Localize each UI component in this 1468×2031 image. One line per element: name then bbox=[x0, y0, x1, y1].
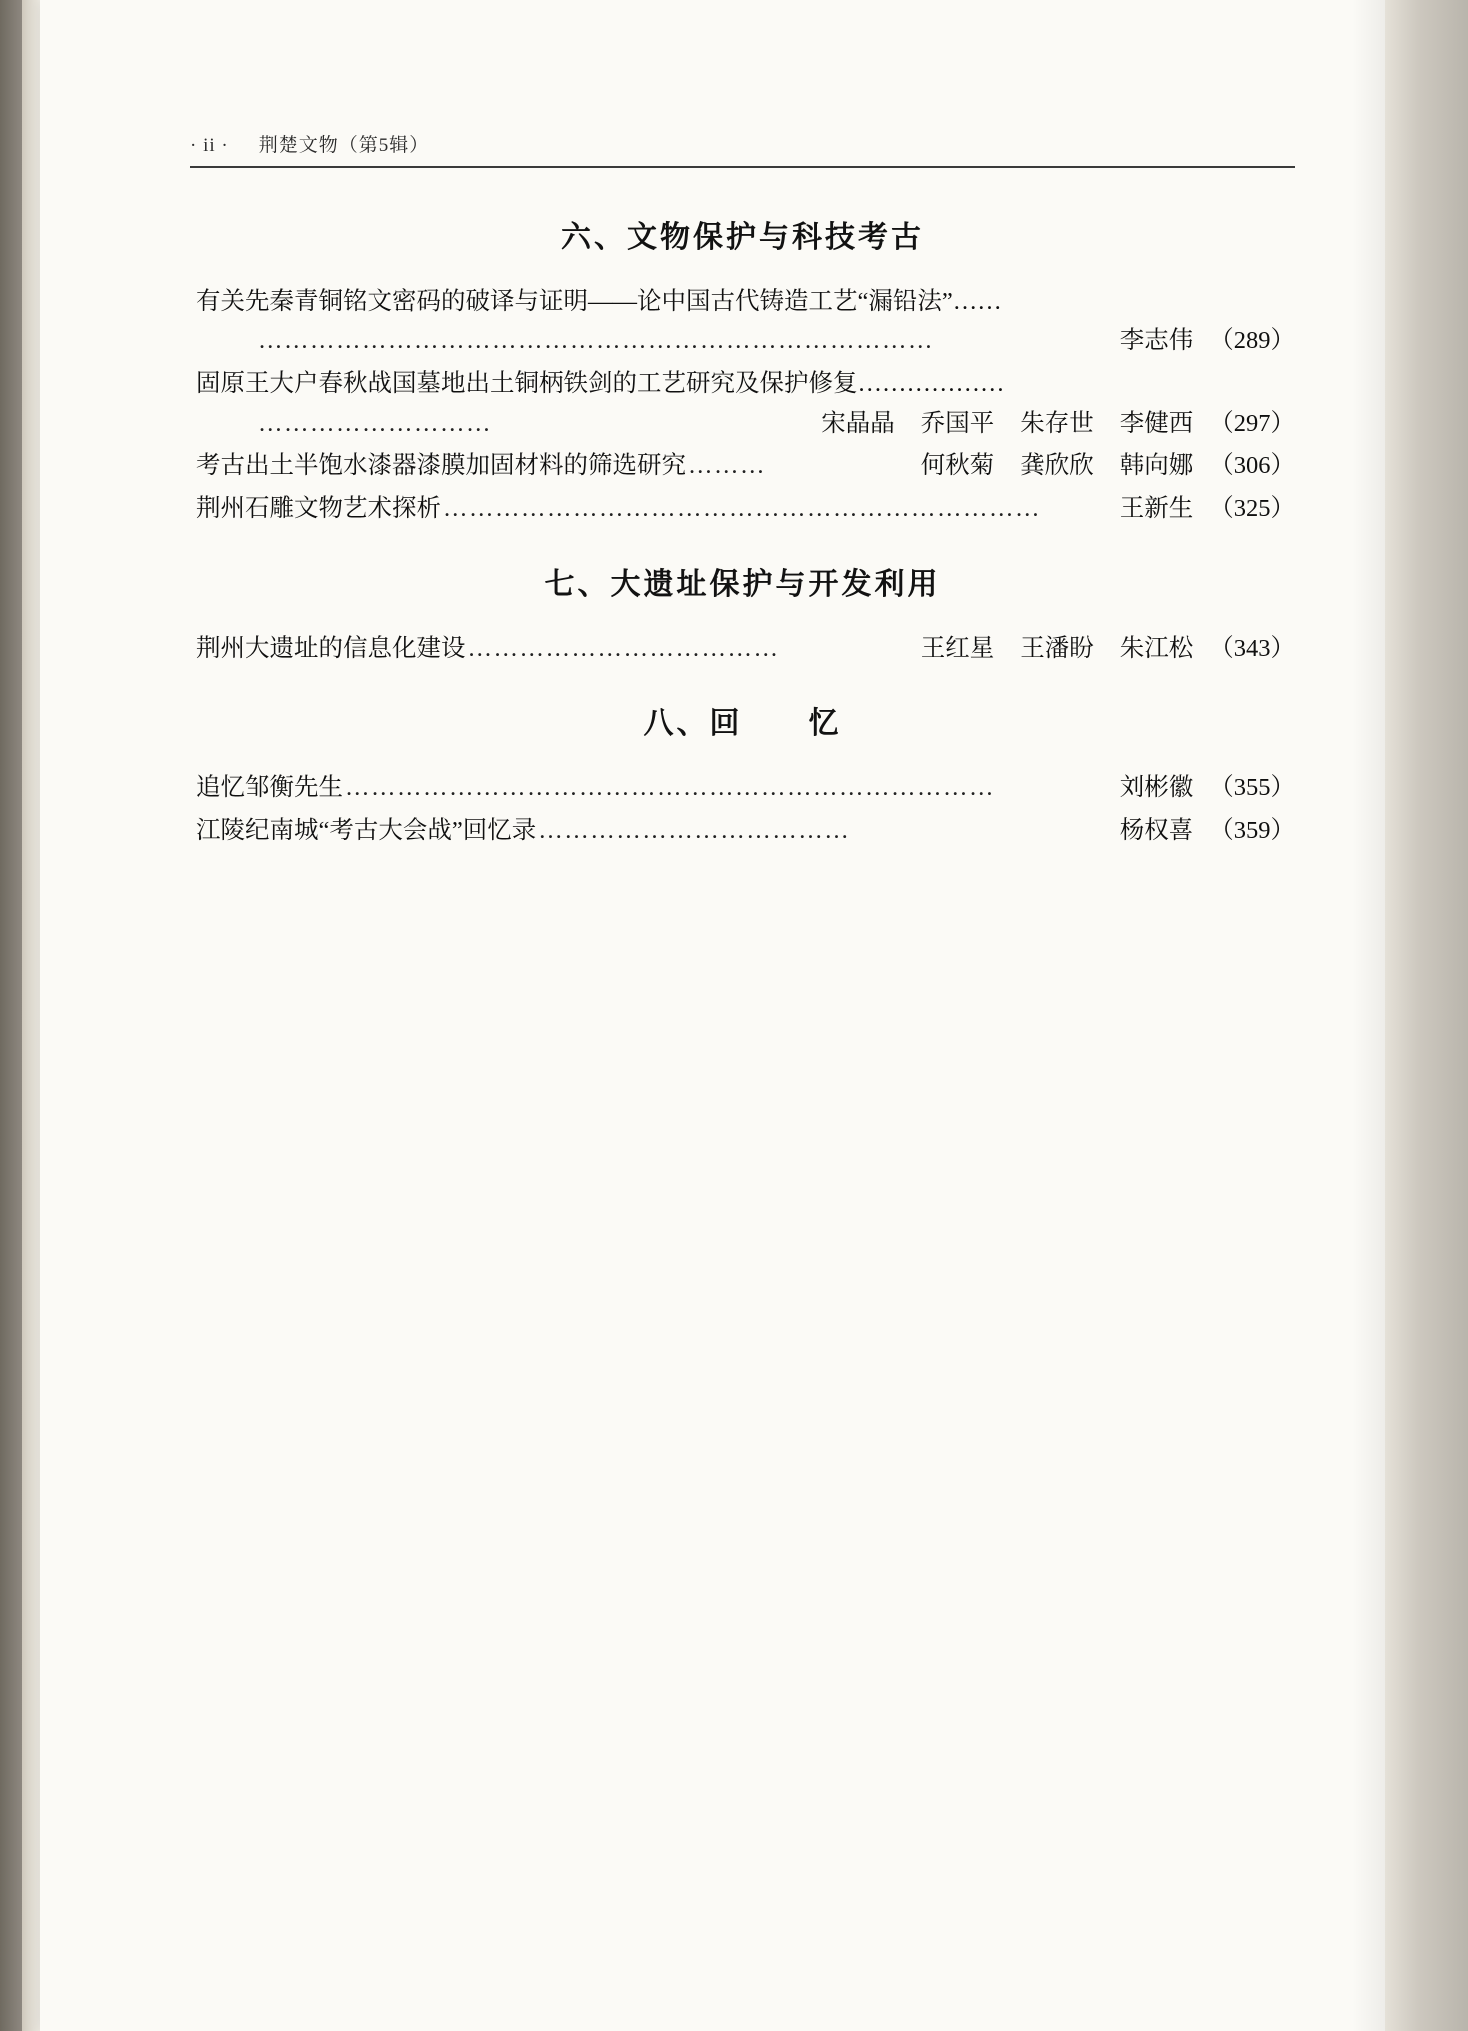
toc-entry-authors bbox=[821, 404, 1193, 444]
toc-entry[interactable] bbox=[190, 629, 1295, 669]
toc-entry-continuation bbox=[196, 404, 1295, 444]
dot-leader: ……………………………… bbox=[467, 634, 780, 662]
toc-entry[interactable] bbox=[190, 811, 1295, 851]
author-name: 王潘盼 bbox=[1020, 634, 1094, 662]
author-name: 宋晶晶 bbox=[821, 409, 895, 437]
toc-page-number: （325） bbox=[1209, 494, 1295, 522]
toc-page-number: （343） bbox=[1209, 634, 1295, 662]
page-edge bbox=[1385, 0, 1468, 2031]
book-title: 荆楚文物（第5辑） bbox=[258, 135, 430, 156]
author-name: 乔国平 bbox=[920, 409, 995, 437]
dot-leader: ……………………… bbox=[258, 409, 492, 437]
author-name: 何秋菊 bbox=[920, 452, 995, 480]
page-content bbox=[190, 130, 1295, 854]
toc-entry[interactable] bbox=[190, 446, 1295, 486]
author-name: 龚欣欣 bbox=[1020, 452, 1094, 480]
toc-page-number: （359） bbox=[1209, 817, 1295, 844]
toc-entry-authors bbox=[1120, 811, 1194, 851]
toc-entry-title: 追忆邹衡先生 bbox=[196, 774, 343, 802]
toc-entry[interactable] bbox=[190, 768, 1295, 808]
toc-entry-authors bbox=[921, 446, 1194, 486]
toc-entry-title: 荆州石雕文物艺术探析 bbox=[196, 494, 441, 522]
page-folio: · ii · bbox=[190, 135, 229, 156]
toc-entry-authors bbox=[1120, 321, 1194, 361]
toc-page-number: （355） bbox=[1209, 774, 1295, 802]
author-name: 韩向娜 bbox=[1119, 452, 1194, 480]
author-name: 李健西 bbox=[1119, 409, 1194, 437]
toc-entry-authors bbox=[921, 629, 1194, 669]
running-header bbox=[190, 130, 1295, 166]
author-name: 杨权喜 bbox=[1119, 817, 1194, 844]
author-name: 王新生 bbox=[1119, 494, 1194, 522]
toc-entry-row bbox=[196, 629, 1295, 669]
toc-entry-row bbox=[196, 811, 1295, 851]
toc-entry-continuation bbox=[196, 321, 1295, 361]
section-heading: 六、文物保护与科技考古 bbox=[561, 220, 924, 254]
section-heading: 八、回 忆 bbox=[643, 707, 842, 741]
toc-entry[interactable] bbox=[190, 489, 1295, 529]
book-binding-shadow bbox=[0, 0, 22, 2031]
toc-entry-row bbox=[196, 768, 1295, 808]
page-curl-shading bbox=[1352, 0, 1388, 2031]
toc-entry-row bbox=[196, 489, 1295, 529]
toc-entry[interactable] bbox=[190, 282, 1295, 361]
table-of-contents bbox=[190, 212, 1295, 851]
author-name: 朱江松 bbox=[1119, 634, 1194, 662]
dot-leader: ……………………………… bbox=[538, 817, 851, 844]
dot-leader: …………………………………………………………… bbox=[443, 494, 1041, 522]
dot-leader: …………………………………………………………………… bbox=[258, 327, 934, 355]
dot-leader: ……… bbox=[688, 452, 766, 480]
section-heading: 七、大遗址保护与开发利用 bbox=[544, 567, 941, 601]
dot-leader: ………………………………………………………………… bbox=[345, 774, 995, 802]
toc-page-number: （306） bbox=[1209, 452, 1295, 480]
header-rule bbox=[190, 166, 1295, 168]
toc-entry-title: 固原王大户春秋战国墓地出土铜柄铁剑的工艺研究及保护修复……………… bbox=[196, 369, 1005, 397]
book-gutter bbox=[22, 0, 40, 2031]
author-name: 李志伟 bbox=[1119, 327, 1194, 355]
author-name: 刘彬徽 bbox=[1119, 774, 1194, 802]
toc-entry-title: 有关先秦青铜铭文密码的破译与证明——论中国古代铸造工艺“漏铅法”…… bbox=[196, 287, 1002, 315]
author-name: 王红星 bbox=[920, 634, 995, 662]
toc-entry-title: 考古出土半饱水漆器漆膜加固材料的筛选研究 bbox=[196, 452, 686, 480]
toc-entry-authors bbox=[1120, 768, 1194, 808]
toc-entry-authors bbox=[1120, 489, 1194, 529]
toc-entry[interactable] bbox=[190, 364, 1295, 443]
author-name: 朱存世 bbox=[1020, 409, 1094, 437]
toc-page-number: （289） bbox=[1209, 327, 1295, 355]
toc-page-number: （297） bbox=[1209, 409, 1295, 437]
toc-entry-row bbox=[196, 446, 1295, 486]
toc-entry-title: 荆州大遗址的信息化建设 bbox=[196, 634, 466, 662]
toc-entry-title: 江陵纪南城“考古大会战”回忆录 bbox=[196, 817, 537, 844]
